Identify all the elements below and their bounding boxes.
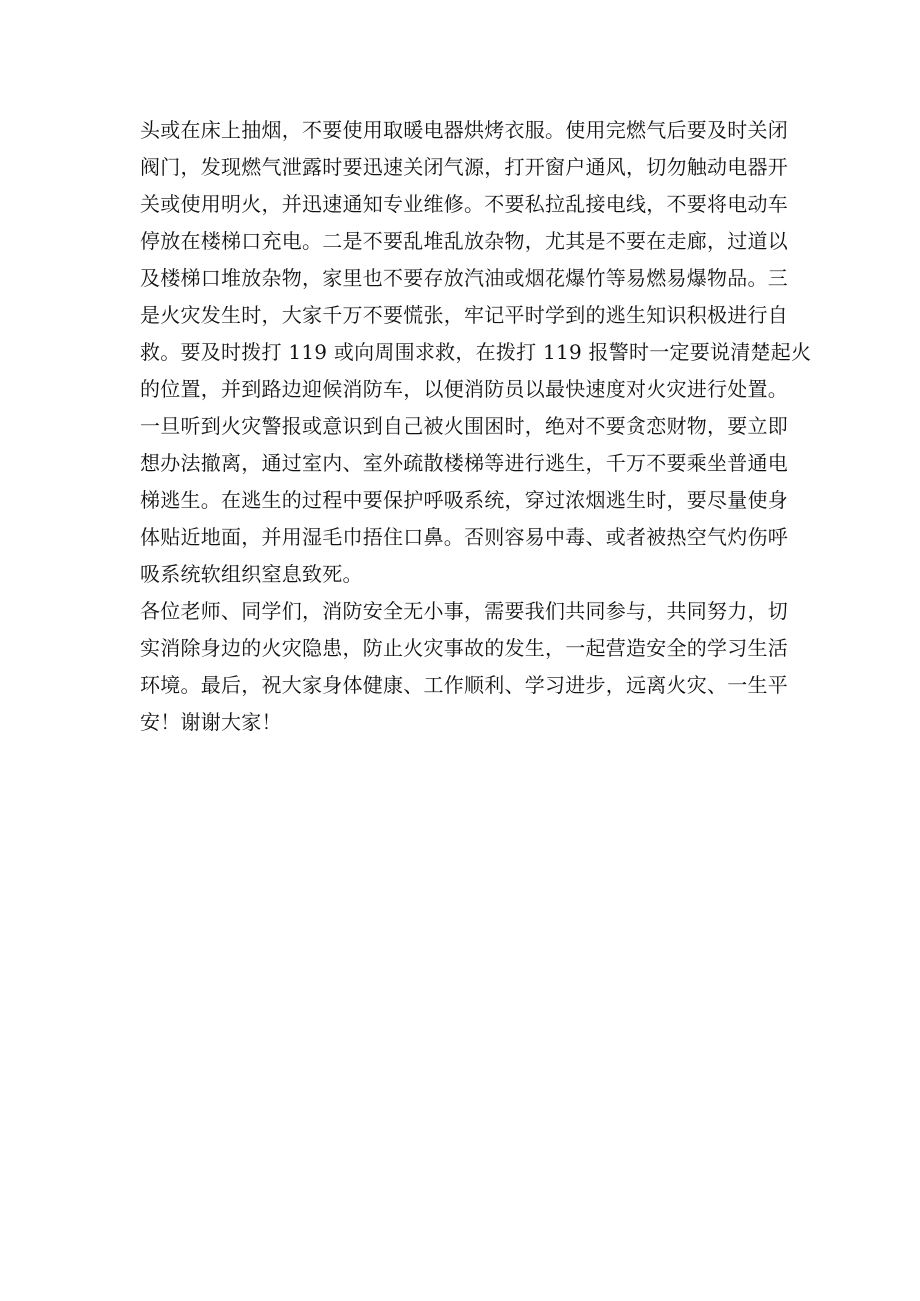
text-line: 各位老师、同学们，消防安全无小事，需要我们共同参与，共同努力，切: [140, 599, 788, 623]
text-line: 救。要及时拨打 119 或向周围求救，在拨打 119 报警时一定要说清楚起火: [140, 340, 812, 364]
text-line: 安！谢谢大家！: [140, 710, 282, 734]
text-line: 想办法撤离，通过室内、室外疏散楼梯等进行逃生，千万不要乘坐普通电: [140, 451, 788, 475]
text-line: 体贴近地面，并用湿毛巾捂住口鼻。否则容易中毒、或者被热空气灼伤呼: [140, 525, 788, 549]
text-line: 的位置，并到路边迎候消防车，以便消防员以最快速度对火灾进行处置。: [140, 377, 788, 401]
text-line: 环境。最后，祝大家身体健康、工作顺利、学习进步，远离火灾、一生平: [140, 673, 788, 697]
text-line: 梯逃生。在逃生的过程中要保护呼吸系统，穿过浓烟逃生时，要尽量使身: [140, 488, 788, 512]
text-line: 停放在楼梯口充电。二是不要乱堆乱放杂物，尤其是不要在走廊，过道以: [140, 229, 788, 253]
paragraph-fire-safety-tips: [140, 112, 812, 593]
paragraph-closing-remarks: [140, 593, 788, 741]
text-line: 关或使用明火，并迅速通知专业维修。不要私拉乱接电线，不要将电动车: [140, 192, 788, 216]
text-line: 阀门，发现燃气泄露时要迅速关闭气源，打开窗户通风，切勿触动电器开: [140, 155, 788, 179]
text-line: 一旦听到火灾警报或意识到自己被火围困时，绝对不要贪恋财物，要立即: [140, 414, 788, 438]
text-line: 吸系统软组织窒息致死。: [140, 562, 363, 586]
text-line: 及楼梯口堆放杂物，家里也不要存放汽油或烟花爆竹等易燃易爆物品。三: [140, 266, 788, 290]
text-line: 头或在床上抽烟，不要使用取暖电器烘烤衣服。使用完燃气后要及时关闭: [140, 118, 788, 142]
document-body: [140, 112, 812, 741]
text-line: 实消除身边的火灾隐患，防止火灾事故的发生，一起营造安全的学习生活: [140, 636, 788, 660]
text-line: 是火灾发生时，大家千万不要慌张，牢记平时学到的逃生知识积极进行自: [140, 303, 788, 327]
